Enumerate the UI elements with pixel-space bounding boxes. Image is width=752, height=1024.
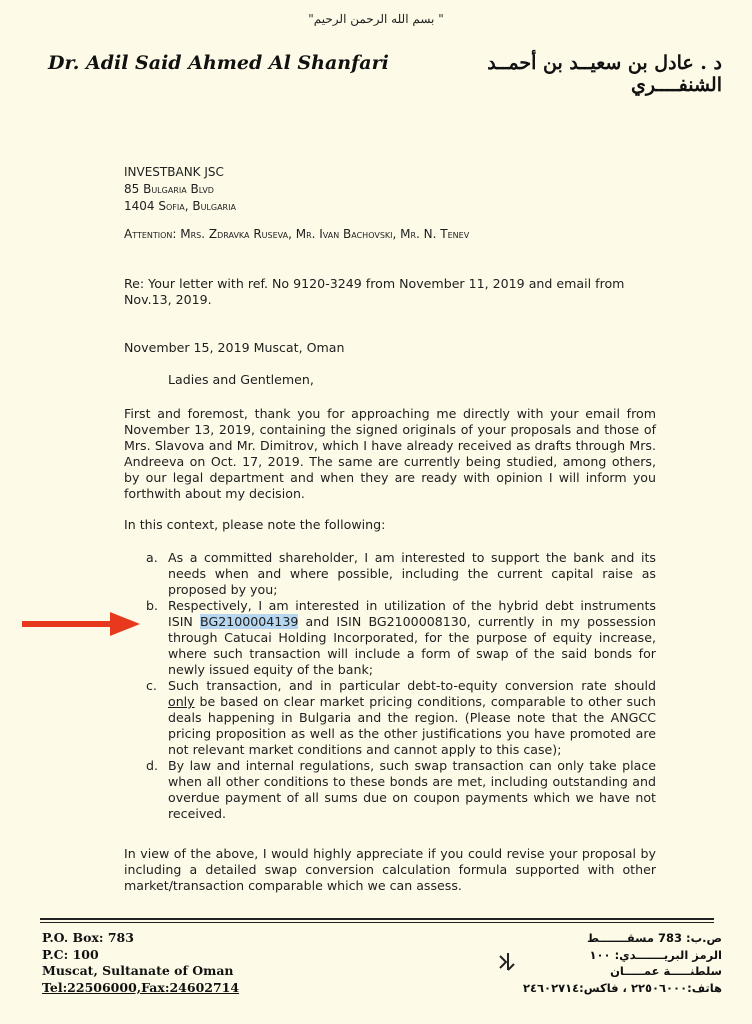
footer-arabic [500, 930, 722, 996]
paragraph-intro: First and foremost, thank you for approaching me directly with your email from November 13, 2019, containing the signed originals of your proposals and those of Mrs. Slavova and Mr. Dimitrov, which I have already received as drafts through Mrs. Andreeva on Oct. 17, 2019. The same are currently being studied, among others, by our legal department and when they are ready with opinion I will inform you forthwith about my decision. [124, 406, 656, 501]
list-marker: b. [146, 598, 158, 613]
list-item-text: Respectively, I am interested in utilization of the hybrid debt instruments ISIN [168, 598, 656, 629]
footer-ar-postal-code: الرمز البريـــــــدي: ١٠٠ [589, 947, 722, 962]
footer-divider-thin [40, 922, 714, 923]
list-item-text: By law and internal regulations, such swap transaction can only take place when all other conditions to these bonds are met, including outstanding and overdue payment of all sums due on coupon payments which we have not received. [168, 758, 656, 821]
footer-po-box: P.O. Box: 783 [42, 930, 134, 945]
underlined-word: only [168, 694, 195, 709]
list-item-text: Such transaction, and in particular debt-to-equity conversion rate should [168, 678, 656, 693]
paragraph-request: In view of the above, I would highly appreciate if you could revise your proposal by including a detailed swap conversion calculation formula supported with other market/transaction comparable which we can assess. [124, 846, 656, 893]
paragraph-context: In this context, please note the following: [124, 517, 386, 532]
attention-line: Attention: Mrs. Zdravka Ruseva, Mr. Ivan Bachovski, Mr. N. Tenev [124, 227, 470, 241]
recipient-address [124, 164, 236, 215]
list-item [146, 550, 656, 598]
list-item-text: As a committed shareholder, I am interested to support the bank and its needs when and where possible, including the current capital raise as proposed by you; [168, 550, 656, 597]
letterhead-name-english: Dr. Adil Said Ahmed Al Shanfari [48, 52, 389, 74]
footer-city: Muscat, Sultanate of Oman [42, 963, 234, 978]
list-item [146, 598, 656, 678]
footer-divider [40, 918, 714, 920]
list-item-text-cont: and ISIN BG2100008130, currently in my possession through Catucai Holding Incorporated, for the purpose of equity increase, where such transaction will include a form of swap of the said bonds for newly issued equity of the bank; [168, 614, 656, 677]
list-item [146, 758, 656, 822]
footer-ar-po-box: ص.ب: 783 مسقـــــــط [587, 931, 722, 945]
highlighted-isin: BG2100004139 [200, 614, 299, 629]
footer-postal-code: P.C: 100 [42, 946, 99, 962]
footer-ar-phone-fax: هاتف:٢٢٥٠٦٠٠٠ ، فاكس:٢٤٦٠٢٧١٤ [523, 980, 722, 995]
footer-ar-country: سلطنـــــة عمـــــان [610, 964, 722, 978]
list-marker: c. [146, 678, 157, 693]
footer-english [42, 930, 239, 996]
list-item-text-cont: be based on clear market pricing conditions, comparable to other such deals happening in Bulgaria and the region. (Please note that the ANGCC pricing proposition as well as the other justifications you have promoted are not relevant market conditions and cannot apply to this case); [168, 694, 656, 757]
date-line: November 15, 2019 Muscat, Oman [124, 340, 345, 355]
recipient-street: 85 Bulgaria Blvd [124, 182, 214, 196]
letterhead-name-arabic: د . عادل بن سعيــد بن أحمــد الشنفــــري [487, 52, 722, 96]
basmala: "بسم الله الرحمن الرحيم " [308, 12, 444, 26]
conditions-list [146, 550, 656, 822]
recipient-bank-name: INVESTBANK JSC [124, 165, 224, 179]
red-arrow-icon [22, 612, 140, 636]
list-item [146, 678, 656, 758]
list-marker: d. [146, 758, 158, 773]
reference-line: Re: Your letter with ref. No 9120-3249 from November 11, 2019 and email from Nov.13, 2019. [124, 276, 625, 307]
salutation: Ladies and Gentlemen, [168, 372, 314, 387]
recipient-city: 1404 Sofia, Bulgaria [124, 199, 236, 213]
list-marker: a. [146, 550, 158, 565]
footer-phone-fax: Tel:22506000,Fax:24602714 [42, 979, 240, 995]
